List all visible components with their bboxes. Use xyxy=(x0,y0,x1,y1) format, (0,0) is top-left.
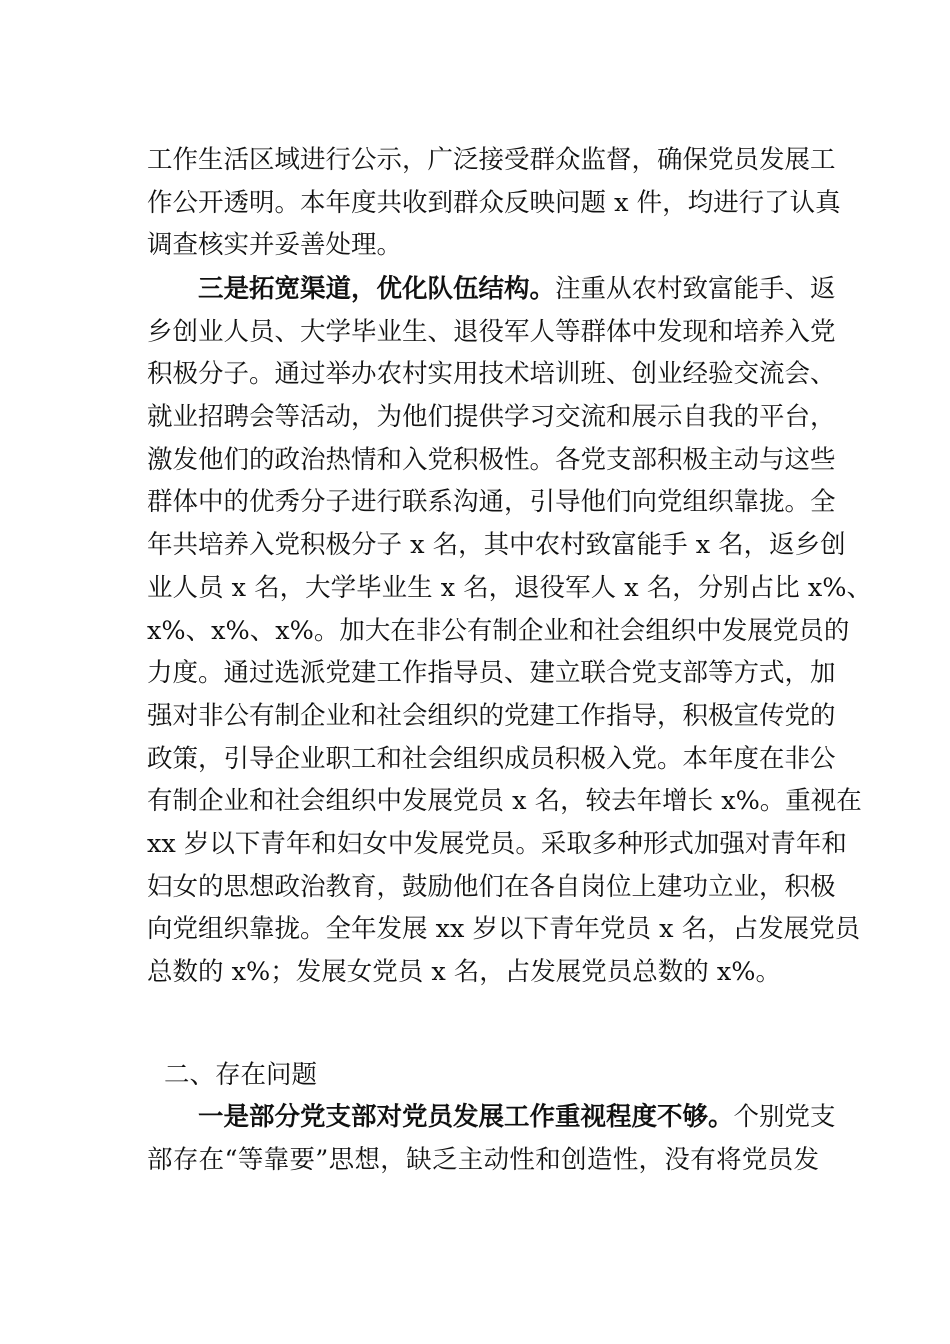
text-line: 激发他们的政治热情和入党积极性。各党支部积极主动与这些 xyxy=(147,444,836,475)
text-line: 政策，引导企业职工和社会组织成员积极入党。本年度在非公 xyxy=(147,743,836,774)
text-line: 就业招聘会等活动，为他们提供学习交流和展示自我的平台， xyxy=(147,402,836,433)
text-line: 向党组织靠拢。全年发展 xx 岁以下青年党员 x 名，占发展党员 xyxy=(147,914,861,945)
text-line: 调查核实并妥善处理。 xyxy=(147,230,403,261)
paragraph-lead: 一是部分党支部对党员发展工作重视程度不够。 xyxy=(198,1102,734,1132)
paragraph-lead: 三是拓宽渠道，优化队伍结构。 xyxy=(198,274,556,304)
text-line: 业人员 x 名，大学毕业生 x 名，退役军人 x 名，分别占比 x%、 xyxy=(147,572,872,603)
text-line: 群体中的优秀分子进行联系沟通，引导他们向党组织靠拢。全 xyxy=(147,487,836,518)
text-line-rest: 个别党支 xyxy=(733,1102,836,1132)
text-line: 力度。通过选派党建工作指导员、建立联合党支部等方式，加 xyxy=(147,658,836,689)
text-line: xx 岁以下青年和妇女中发展党员。采取多种形式加强对青年和 xyxy=(147,828,847,859)
text-line: 工作生活区域进行公示，广泛接受群众监督，确保党员发展工 xyxy=(147,145,836,175)
paragraph-publicity xyxy=(147,139,841,267)
text-line-first xyxy=(147,1096,836,1139)
text-line: x%、x%、x%。加大在非公有制企业和社会组织中发展党员的 xyxy=(147,615,850,646)
text-line: 作公开透明。本年度共收到群众反映问题 x 件，均进行了认真 xyxy=(147,187,841,218)
text-line: 妇女的思想政治教育，鼓励他们在各自岗位上建功立业，积极 xyxy=(147,871,836,902)
text-line: 有制企业和社会组织中发展党员 x 名，较去年增长 x%。重视在 xyxy=(147,786,862,817)
section-heading xyxy=(147,1054,819,1097)
text-line-first xyxy=(147,268,836,311)
paragraph-broaden-channels xyxy=(147,268,872,994)
text-line: 强对非公有制企业和社会组织的党建工作指导，积极宣传党的 xyxy=(147,700,836,731)
text-line: 年共培养入党积极分子 x 名，其中农村致富能手 x 名，返乡创 xyxy=(147,530,846,561)
text-line-rest: 注重从农村致富能手、返 xyxy=(555,274,836,304)
text-line: 积极分子。通过举办农村实用技术培训班、创业经验交流会、 xyxy=(147,359,836,390)
section-heading-text: 二、存在问题 xyxy=(164,1060,318,1090)
text-line: 总数的 x%；发展女党员 x 名，占发展党员总数的 x%。 xyxy=(147,957,782,987)
text-line: 部存在“等靠要”思想，缺乏主动性和创造性，没有将党员发 xyxy=(147,1144,819,1175)
paragraph-problems xyxy=(147,1096,836,1181)
text-line: 乡创业人员、大学毕业生、退役军人等群体中发现和培养入党 xyxy=(147,316,836,347)
